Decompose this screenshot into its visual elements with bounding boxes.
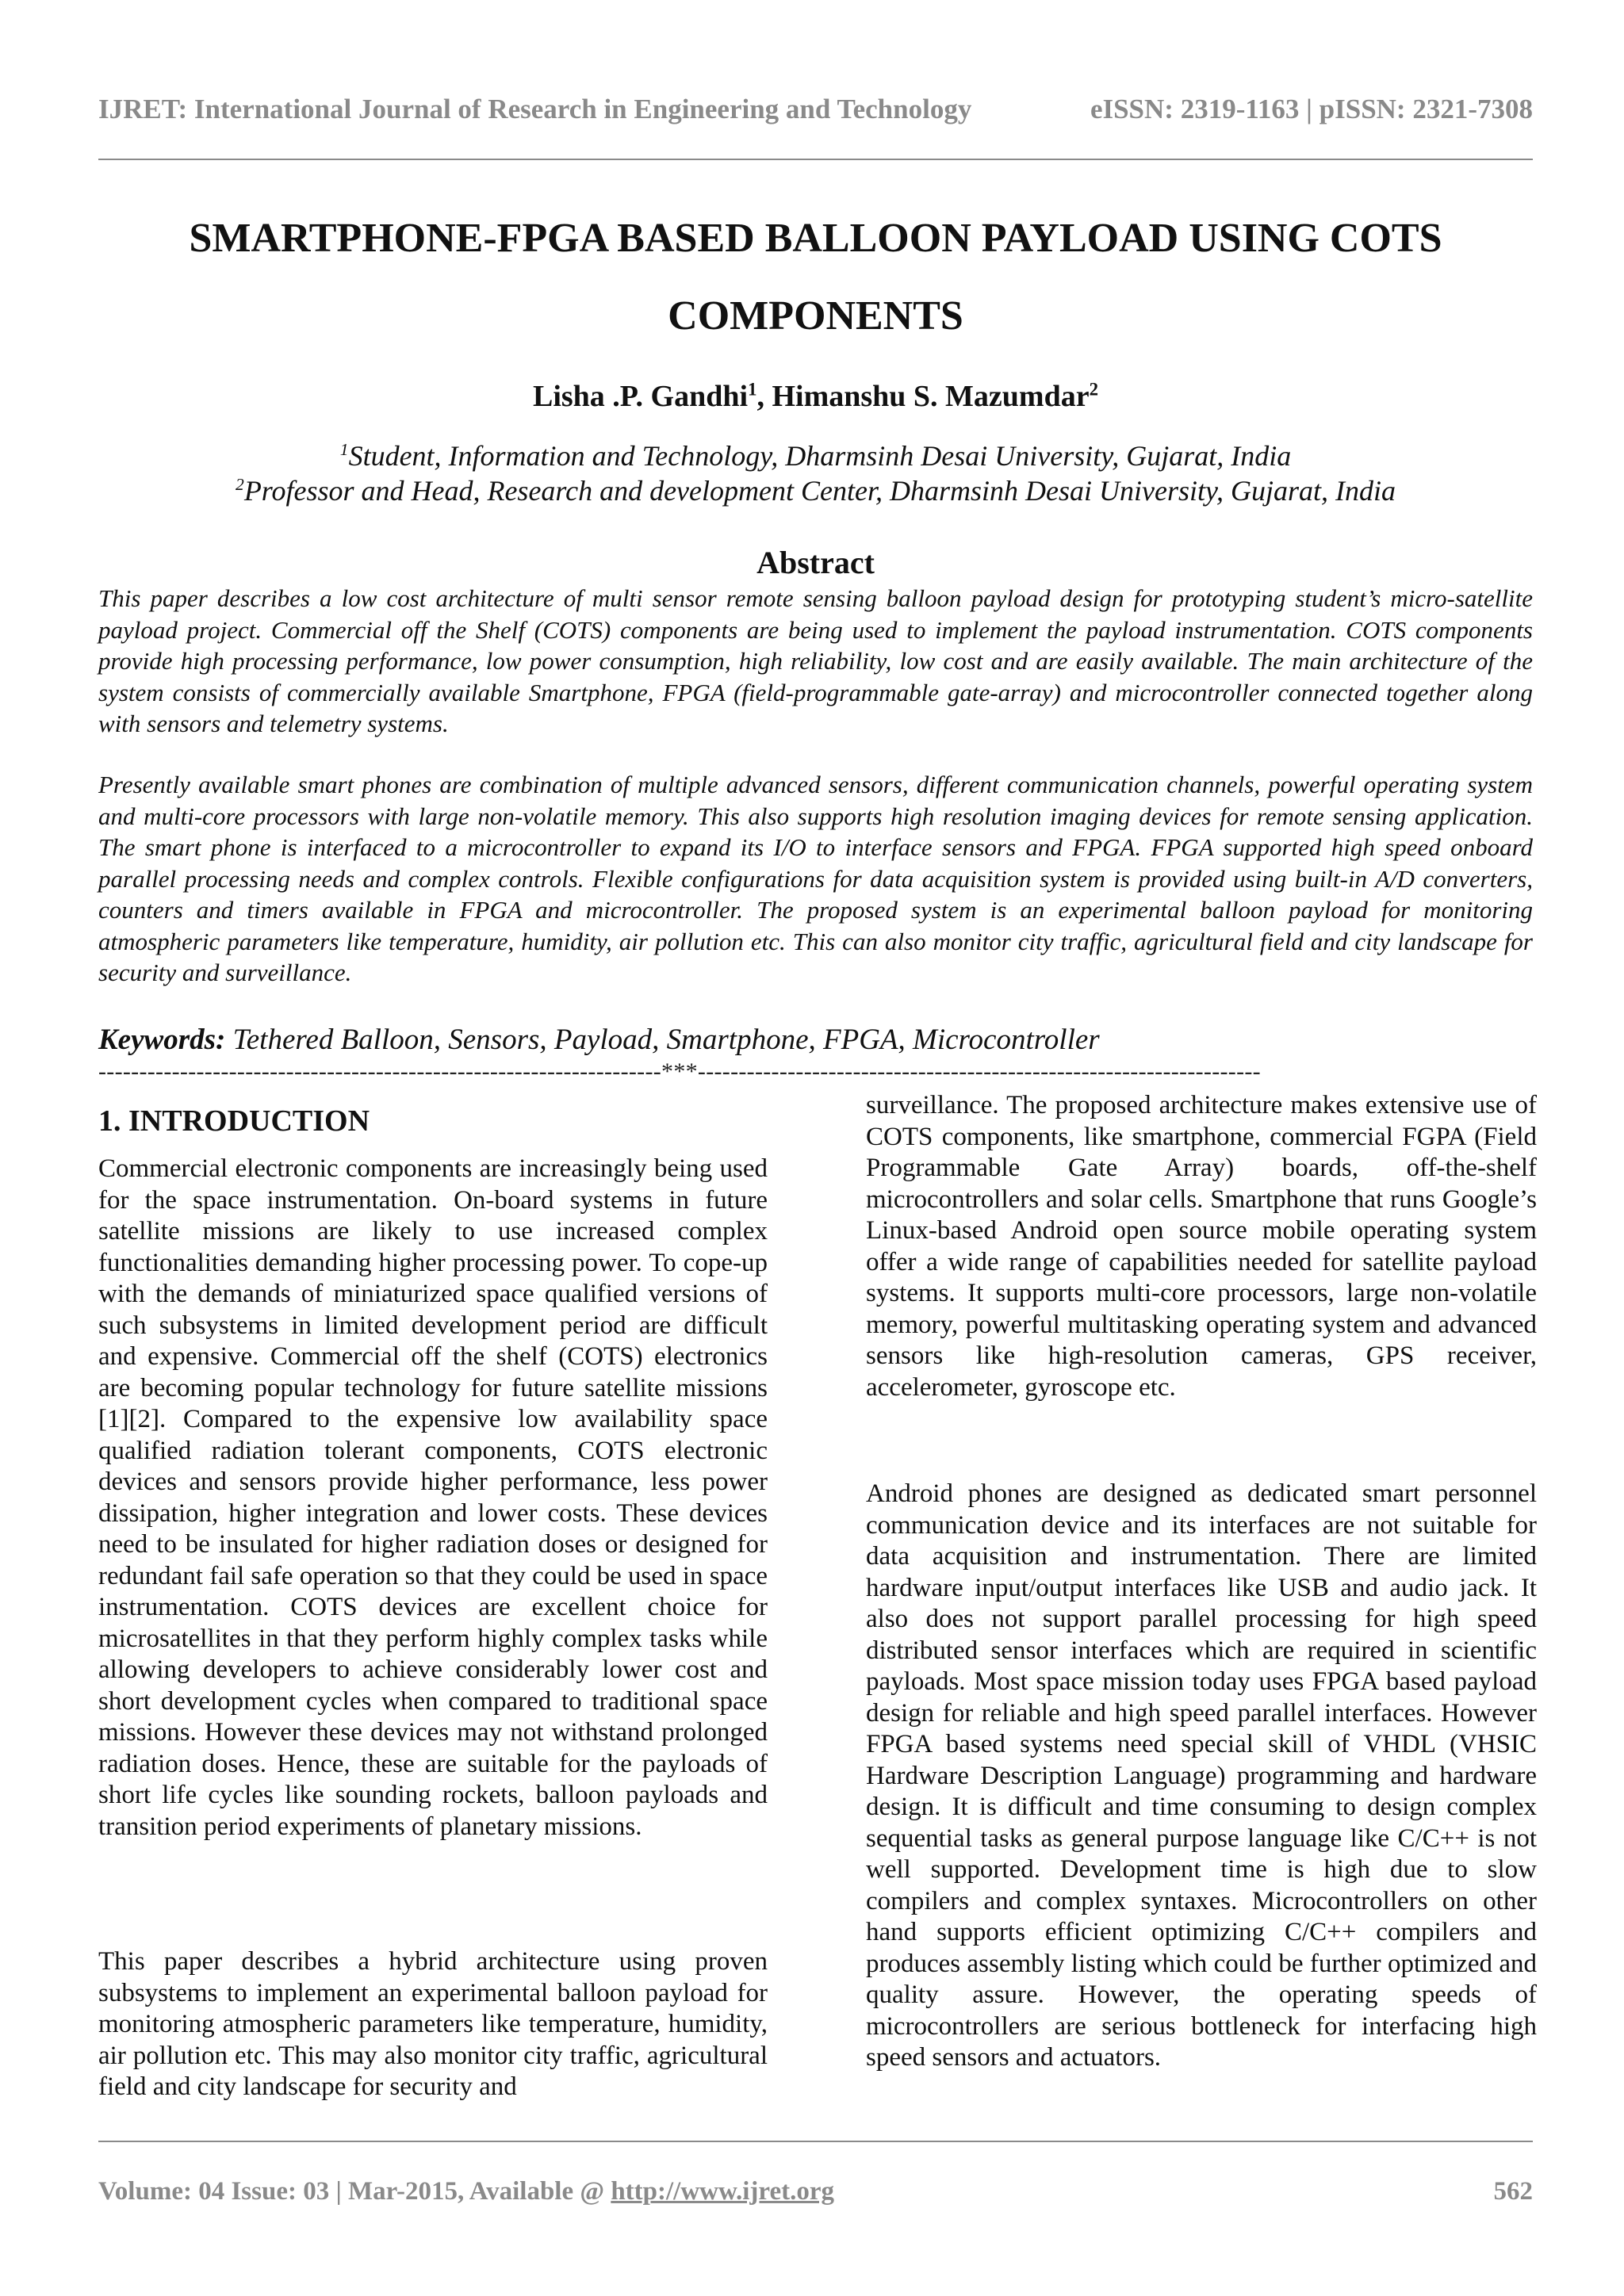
affiliation-1-superscript: 1 (339, 440, 349, 459)
intro-right-paragraph-2: Android phones are designed as dedicated smart personnel communication device and its interfaces are not suitable for data acquisition and instrumentation. There are limited hardware input/output interfaces like USB and audio jack. It also does not support parallel processing for high speed distributed sensor interfaces which are required in scientific payloads. Most space mission today uses FPGA based payload design for reliable and high speed parallel interfaces. However FPGA based systems need special skill of VHDL (VHSIC Hardware Description Language) programming and hardware design. It is difficult and time consuming to design complex sequential tasks as general purpose language like C/C++ is not well supported. Development time is high due to slow compilers and complex syntaxes. Microcontrollers on other hand supports efficient optimizing C/C++ compilers and produces assembly listing which could be further optimized and quality assure. However, the operating speeds of microcontrollers are serious bottleneck for interfacing high speed sensors and actuators. (866, 1479, 1537, 2072)
page-number: 562 (1493, 2177, 1533, 2206)
author-list (98, 379, 1533, 414)
section-separator: ---------------------------------------------------------------------***--------------------------------------------------------------------- (98, 1058, 1261, 1085)
header-divider (98, 159, 1533, 160)
paper-title (98, 200, 1533, 355)
affiliation-1 (98, 439, 1533, 473)
affiliation-2-text: Professor and Head, Research and development Center, Dharmsinh Desai University, Gujarat, India (243, 475, 1396, 507)
title-line-1: SMARTPHONE-FPGA BASED BALLOON PAYLOAD USING COTS (189, 216, 1442, 261)
abstract-heading: Abstract (756, 545, 875, 580)
abstract-paragraph-2: Presently available smart phones are combination of multiple advanced sensors, different communication channels, powerful operating system and multi-core processors with large non-volatile memory. This also supports high resolution imaging devices for remote sensing application. The smart phone is interfaced to a microcontroller to expand its I/O to interface sensors and FPGA. FPGA supported high speed onboard parallel processing needs and complex controls. Flexible configurations for data acquisition system is provided using built-in A/D converters, counters and timers available in FPGA and microcontroller. The proposed system is an experimental balloon payload for monitoring atmospheric parameters like temperature, humidity, air pollution etc. This can also monitor city traffic, agricultural field and city landscape for security and surveillance. (98, 771, 1533, 986)
footer-divider (98, 2141, 1533, 2142)
title-line-2: COMPONENTS (668, 293, 963, 339)
keywords (98, 1023, 1533, 1057)
intro-left-paragraph-1: Commercial electronic components are increasingly being used for the space instrumentation. On-board systems in future satellite missions are likely to use increased complex functionalities demanding higher processing power. To cope-up with the demands of miniaturized space qualified versions of such subsystems in limited development period are difficult and expensive. Commercial off the shelf (COTS) electronics are becoming popular technology for future satellite missions [1][2]. Compared to the expensive low availability space qualified radiation tolerant components, COTS electronic devices and sensors provide higher performance, less power dissipation, higher integration and lower costs. These devices need to be insulated for higher radiation doses or designed for redundant fail safe operation so that they could be used in space instrumentation. COTS devices are excellent choice for microsatellites in that they perform highly complex tasks while allowing developers to achieve considerably lower cost and short development cycles when compared to traditional space missions. However these devices may not withstand prolonged radiation doses. Hence, these are suitable for the payloads of short life cycles like sounding rockets, balloon payloads and transition period experiments of planetary missions. (98, 1154, 768, 1841)
footer-volume-text: Volume: 04 Issue: 03 | Mar-2015, Available @ (98, 2177, 611, 2206)
footer-volume (98, 2177, 834, 2206)
introduction-heading: 1. INTRODUCTION (98, 1104, 370, 1138)
affiliation-2 (98, 474, 1533, 507)
author-1: Lisha .P. Gandhi (532, 380, 749, 413)
intro-left-paragraph-2: This paper describes a hybrid architecture using proven subsystems to implement an experimental balloon payload for monitoring atmospheric parameters like temperature, humidity, air pollution etc. This may also monitor city traffic, agricultural field and city landscape for security and (98, 1947, 768, 2101)
intro-right-paragraph-1: surveillance. The proposed architecture makes extensive use of COTS components, like smartphone, commercial FGPA (Field Programmable Gate Array) boards, off-the-shelf microcontrollers and solar cells. Smartphone that runs Google’s Linux-based Android open source mobile operating system offer a wide range of capabilities needed for satellite payload systems. It supports multi-core processors, large non-volatile memory, powerful multitasking operating system and advanced sensors like high-resolution cameras, GPS receiver, accelerometer, gyroscope etc. (866, 1091, 1537, 1402)
keywords-text: Tethered Balloon, Sensors, Payload, Smartphone, FPGA, Microcontroller (225, 1024, 1100, 1056)
author-separator: , (756, 380, 772, 413)
issn-header: eISSN: 2319-1163 | pISSN: 2321-7308 (1090, 94, 1533, 124)
affiliation-2-superscript: 2 (236, 475, 244, 494)
author-2-superscript: 2 (1089, 379, 1098, 400)
journal-header: IJRET: International Journal of Research in Engineering and Technology (98, 94, 972, 124)
abstract-paragraph-1: This paper describes a low cost architecture of multi sensor remote sensing balloon payload design for prototyping student’s micro-satellite payload project. Commercial off the Shelf (COTS) components are being used to implement the payload instrumentation. COTS components provide high processing performance, low power consumption, high reliability, low cost and are easily available. The main architecture of the system consists of commercially available Smartphone, FPGA (field-programmable gate-array) and microcontroller connected together along with sensors and telemetry systems. (98, 584, 1533, 737)
author-2: Himanshu S. Mazumdar (772, 380, 1090, 413)
keywords-label: Keywords: (98, 1024, 226, 1056)
journal-website-link[interactable]: http://www.ijret.org (611, 2177, 834, 2206)
author-1-superscript: 1 (748, 379, 757, 400)
affiliation-1-text: Student, Information and Technology, Dharmsinh Desai University, Gujarat, India (348, 440, 1292, 472)
